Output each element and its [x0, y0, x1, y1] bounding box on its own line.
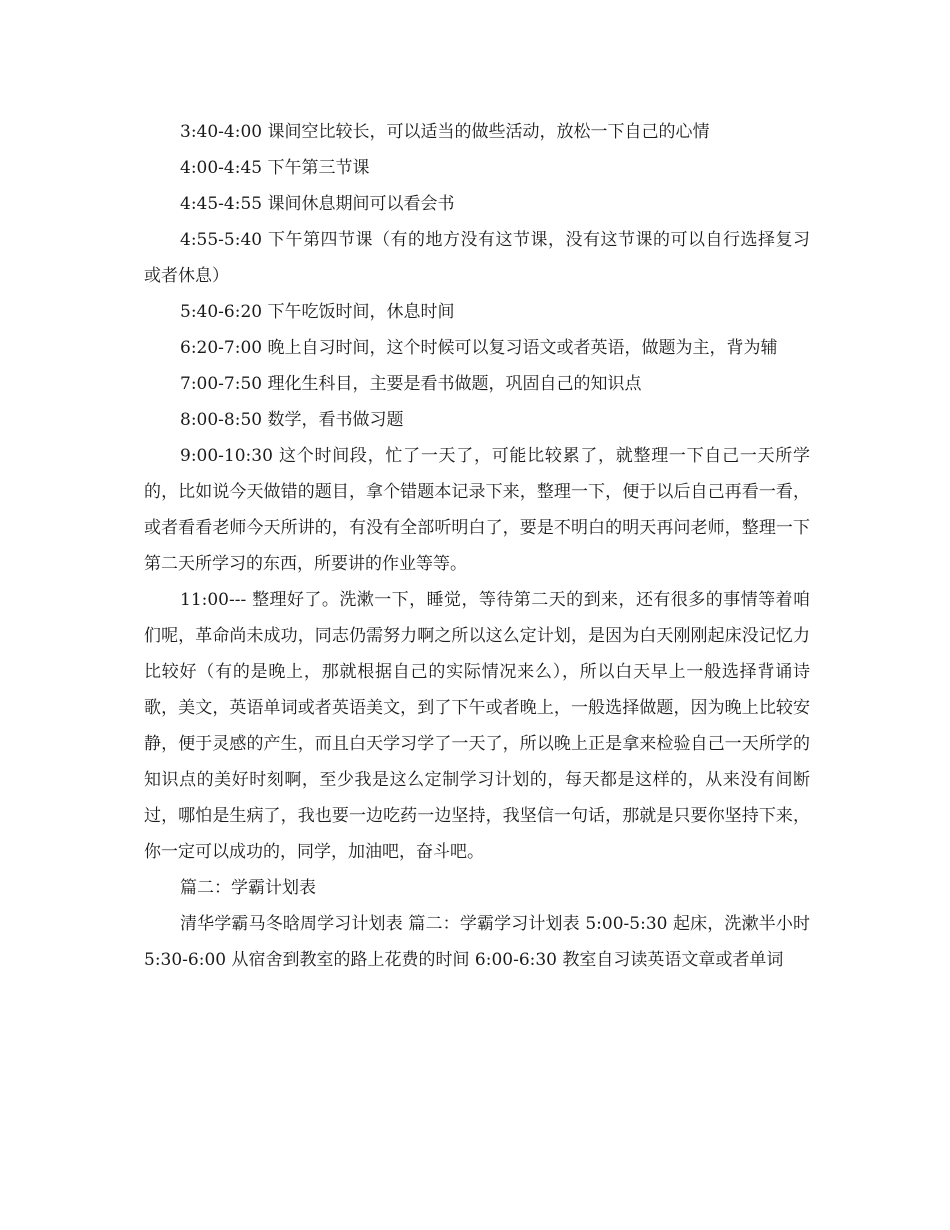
- paragraph-4-00-third-class: 4:00-4:45 下午第三节课: [180, 158, 370, 178]
- paragraph-4-55-fourth-class: 4:55-5:40 下午第四节课（有的地方没有这节课，没有这节课的可以自行选择复习或者休息）: [144, 230, 810, 286]
- paragraph-5-40-dinner: 5:40-6:20 下午吃饭时间，休息时间: [180, 302, 455, 322]
- paragraph-3-40-break: 3:40-4:00 课间空比较长，可以适当的做些活动，放松一下自己的心情: [180, 122, 710, 142]
- paragraph-4-45-break-reading: 4:45-4:55 课间休息期间可以看会书: [180, 194, 455, 214]
- paragraph-11-00-sleep: 11:00--- 整理好了。洗漱一下，睡觉，等待第二天的到来，还有很多的事情等着咱们呢，革命尚未成功，同志仍需努力啊之所以这么定计划，是因为白天刚刚起床没记忆力比较好（有的是晚上，那就根据自己的实际情况来么），所以白天早上一般选择背诵诗歌，美文，英语单词或者英语美文，到了下午或者晚上，一般选择做题，因为晚上比较安静，便于灵感的产生，而且白天学习学了一天了，所以晚上正是拿来检验自己一天所学的知识点的美好时刻啊，至少我是这么定制学习计划的，每天都是这样的，从来没有间断过，哪怕是生病了，我也要一边吃药一边坚持，我坚信一句话，那就是只要你坚持下来，你一定可以成功的，同学，加油吧，奋斗吧。: [144, 590, 810, 862]
- paragraph-8-00-math: 8:00-8:50 数学，看书做习题: [180, 410, 404, 430]
- paragraph-tsinghua-plan: 清华学霸马冬晗周学习计划表 篇二：学霸学习计划表 5:00-5:30 起床，洗漱半小时 5:30-6:00 从宿舍到教室的路上花费的时间 6:00-6:30 教室自习读英语文章或者单词: [144, 914, 810, 970]
- paragraph-9-00-review: 9:00-10:30 这个时间段，忙了一天了，可能比较累了，就整理一下自己一天所学的，比如说今天做错的题目，拿个错题本记录下来，整理一下，便于以后自己再看一看，或者看看老师今天所讲的，有没有全部听明白了，要是不明白的明天再问老师，整理一下第二天所学习的东西，所要讲的作业等等。: [144, 446, 810, 574]
- document-body: [144, 114, 810, 978]
- section-heading-part-two: 篇二：学霸计划表: [180, 878, 316, 898]
- paragraph-6-20-evening-study: 6:20-7:00 晚上自习时间，这个时候可以复习语文或者英语，做题为主，背为辅: [180, 338, 778, 358]
- paragraph-7-00-science: 7:00-7:50 理化生科目，主要是看书做题，巩固自己的知识点: [180, 374, 642, 394]
